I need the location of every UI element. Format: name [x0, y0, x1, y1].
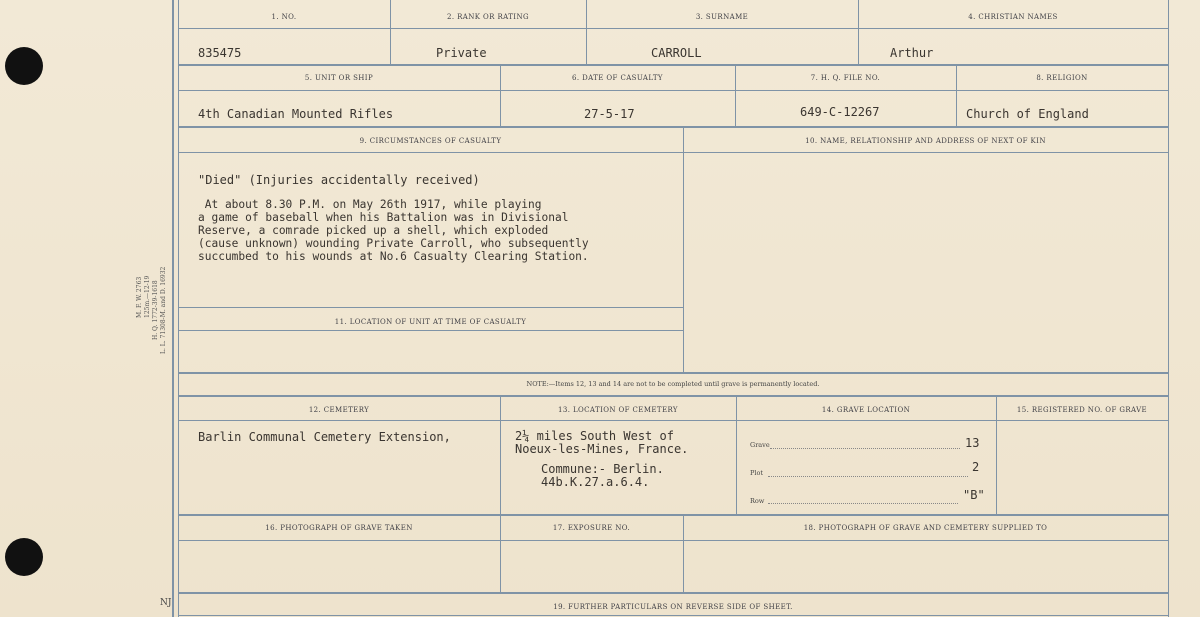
row4-divider-3 — [996, 397, 997, 514]
note-bottom-rule — [178, 395, 1168, 397]
side-code-4: L. L. 71308-M. and D. 16932 — [160, 266, 167, 354]
punch-hole-bottom — [5, 538, 43, 576]
value-plot: 2 — [972, 460, 980, 474]
row1-header-rule — [178, 28, 1168, 29]
value-file-no: 649-C-12267 — [800, 105, 880, 119]
row5-bottom-rule — [178, 592, 1168, 594]
frame-left-line — [172, 0, 174, 617]
header-registered-no: 15. REGISTERED NO. OF GRAVE — [1016, 406, 1148, 414]
header-rank: 2. RANK OR RATING — [447, 13, 529, 21]
header-circumstances: 9. CIRCUMSTANCES OF CASUALTY — [359, 137, 502, 145]
header-christian-names: 4. CHRISTIAN NAMES — [968, 13, 1058, 21]
value-unit: 4th Canadian Mounted Rifles — [198, 107, 394, 121]
value-row: "B" — [963, 488, 985, 502]
row-dotted-line — [768, 503, 958, 504]
nj-mark: NJ — [160, 598, 172, 608]
value-no: 835475 — [198, 46, 242, 60]
note-text: NOTE:—Items 12, 13 and 14 are not to be completed until grave is permanently located. — [526, 380, 820, 388]
frame-right-line — [1168, 0, 1169, 617]
row4-header-rule — [178, 420, 1168, 421]
value-commune: Commune:- Berlin. 44b.K.27.a.6.4. — [541, 462, 664, 489]
location-unit-top-rule — [178, 307, 683, 308]
circumstances-body: At about 8.30 P.M. on May 26th 1917, while playing a game of baseball when his Battalion was in Divisional Reserve, a comrade picked up a shell, which exploded (cause unknown) wounding Private Carroll, who subsequently succumbed to his wounds at No.6 Casualty Clearing Station. — [198, 198, 589, 263]
value-religion: Church of England — [966, 107, 1089, 121]
side-code-3: H. Q. 1772-39-1618 — [152, 280, 159, 340]
row1-divider-3 — [858, 0, 859, 64]
header-surname: 3. SURNAME — [695, 13, 749, 21]
row2-header-rule — [178, 90, 1168, 91]
header-religion: 8. RELIGION — [1036, 74, 1088, 82]
header-photo-supplied: 18. PHOTOGRAPH OF GRAVE AND CEMETERY SUPPLIED TO — [803, 524, 1048, 532]
header-next-of-kin: 10. NAME, RELATIONSHIP AND ADDRESS OF NEXT OF KIN — [805, 137, 1046, 145]
circumstances-line1: "Died" (Injuries accidentally received) — [198, 173, 480, 187]
side-code-1: M. F. W. 2763 — [136, 276, 143, 318]
header-photograph-taken: 16. PHOTOGRAPH OF GRAVE TAKEN — [265, 524, 413, 532]
label-plot: Plot — [750, 469, 763, 477]
punch-hole-top — [5, 47, 43, 85]
grave-dotted-line — [770, 448, 960, 449]
header-date: 6. DATE OF CASUALTY — [572, 74, 663, 82]
row3-bottom-rule — [178, 372, 1168, 374]
header-unit: 5. UNIT OR SHIP — [304, 74, 374, 82]
value-rank: Private — [436, 46, 487, 60]
value-location-cemetery: 2¼ miles South West of Noeux-les-Mines, France. — [515, 429, 689, 456]
value-cemetery: Barlin Communal Cemetery Extension, — [198, 430, 451, 444]
plot-dotted-line — [768, 476, 968, 477]
side-code-2: 125m.—12-19 — [144, 275, 151, 318]
header-exposure-no: 17. EXPOSURE NO. — [552, 524, 631, 532]
value-christian-names: Arthur — [890, 46, 934, 60]
location-unit-header-rule — [178, 330, 683, 331]
header-file-no: 7. H. Q. FILE NO. — [810, 74, 881, 82]
value-grave: 13 — [965, 436, 980, 450]
header-grave-location: 14. GRAVE LOCATION — [821, 406, 911, 414]
row1-divider-1 — [390, 0, 391, 64]
row3-header-rule — [178, 152, 1168, 153]
row3-divider — [683, 128, 684, 372]
value-date: 27-5-17 — [584, 107, 635, 121]
value-surname: CARROLL — [651, 46, 702, 60]
header-location-cemetery: 13. LOCATION OF CEMETERY — [558, 406, 678, 414]
row4-divider-2 — [736, 397, 737, 514]
row5-header-rule — [178, 540, 1168, 541]
header-no: 1. NO. — [271, 13, 297, 21]
row2-bottom-rule — [178, 126, 1168, 128]
row1-divider-2 — [586, 0, 587, 64]
header-cemetery: 12. CEMETERY — [308, 406, 370, 414]
row4-bottom-rule — [178, 514, 1168, 516]
label-row: Row — [750, 497, 765, 505]
row1-bottom-rule — [178, 64, 1168, 66]
header-location-unit: 11. LOCATION OF UNIT AT TIME OF CASUALTY — [334, 318, 527, 326]
footer-note: 19. FURTHER PARTICULARS ON REVERSE SIDE OF SHEET. — [553, 603, 793, 611]
row4-divider-1 — [500, 397, 501, 514]
label-grave: Grave — [750, 441, 770, 449]
footer-rule — [178, 615, 1168, 616]
